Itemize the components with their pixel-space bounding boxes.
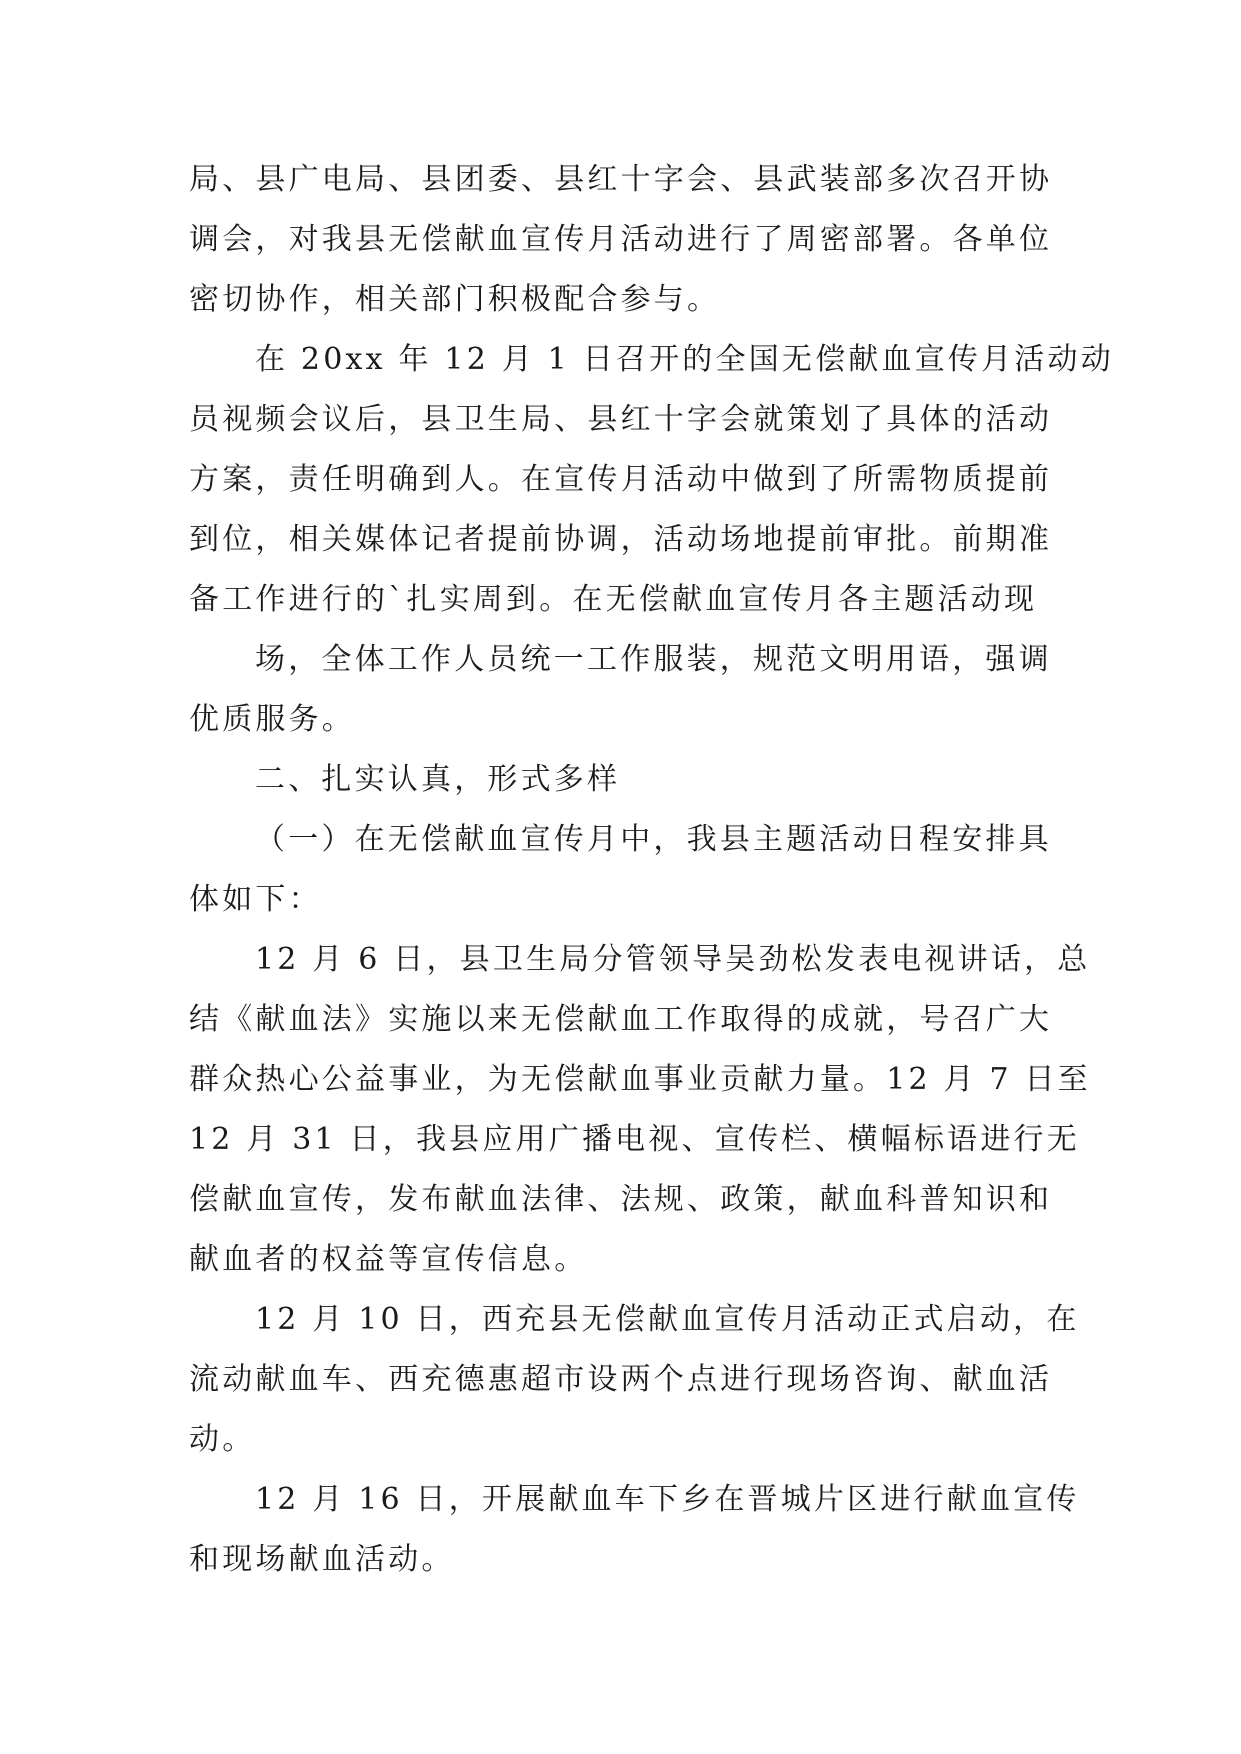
text-line: 方案，责任明确到人。在宣传月活动中做到了所需物质提前 bbox=[189, 462, 1053, 497]
text-line: 调会，对我县无偿献血宣传月活动进行了周密部署。各单位 bbox=[189, 222, 1053, 257]
text-line: 备工作进行的`扎实周到。在无偿献血宣传月各主题活动现 bbox=[189, 582, 1038, 617]
section-heading: 二、扎实认真，形式多样 bbox=[255, 762, 621, 797]
text-line: 到位，相关媒体记者提前协调，活动场地提前审批。前期准 bbox=[189, 522, 1053, 557]
text-line: 动。 bbox=[189, 1422, 256, 1457]
text-line: 偿献血宣传，发布献血法律、法规、政策，献血科普知识和 bbox=[189, 1182, 1053, 1217]
text-line: 群众热心公益事业，为无偿献血事业贡献力量。12 月 7 日至 bbox=[189, 1062, 1091, 1097]
text-line: 局、县广电局、县团委、县红十字会、县武装部多次召开协 bbox=[189, 162, 1053, 197]
subsection-heading: （一）在无偿献血宣传月中，我县主题活动日程安排具 bbox=[255, 822, 1052, 857]
paragraph-start-line: 12 月 10 日，西充县无偿献血宣传月活动正式启动，在 bbox=[255, 1302, 1080, 1337]
paragraph-start-line: 在 20xx 年 12 月 1 日召开的全国无偿献血宣传月活动动 bbox=[255, 342, 1114, 377]
text-line: 12 月 31 日，我县应用广播电视、宣传栏、横幅标语进行无 bbox=[189, 1122, 1080, 1157]
text-line: 优质服务。 bbox=[189, 702, 355, 737]
text-line: 体如下： bbox=[189, 882, 322, 917]
text-line: 流动献血车、西充德惠超市设两个点进行现场咨询、献血活 bbox=[189, 1362, 1053, 1397]
document-body bbox=[189, 150, 1114, 1590]
paragraph-start-line: 12 月 16 日，开展献血车下乡在晋城片区进行献血宣传 bbox=[255, 1482, 1080, 1517]
text-line: 献血者的权益等宣传信息。 bbox=[189, 1242, 588, 1277]
text-line: 员视频会议后，县卫生局、县红十字会就策划了具体的活动 bbox=[189, 402, 1053, 437]
paragraph-start-line: 12 月 6 日，县卫生局分管领导吴劲松发表电视讲话，总 bbox=[255, 942, 1091, 977]
paragraph-start-line: 场，全体工作人员统一工作服装，规范文明用语，强调 bbox=[255, 642, 1052, 677]
text-line: 和现场献血活动。 bbox=[189, 1542, 455, 1577]
text-line: 结《献血法》实施以来无偿献血工作取得的成就，号召广大 bbox=[189, 1002, 1053, 1037]
text-line: 密切协作，相关部门积极配合参与。 bbox=[189, 282, 721, 317]
